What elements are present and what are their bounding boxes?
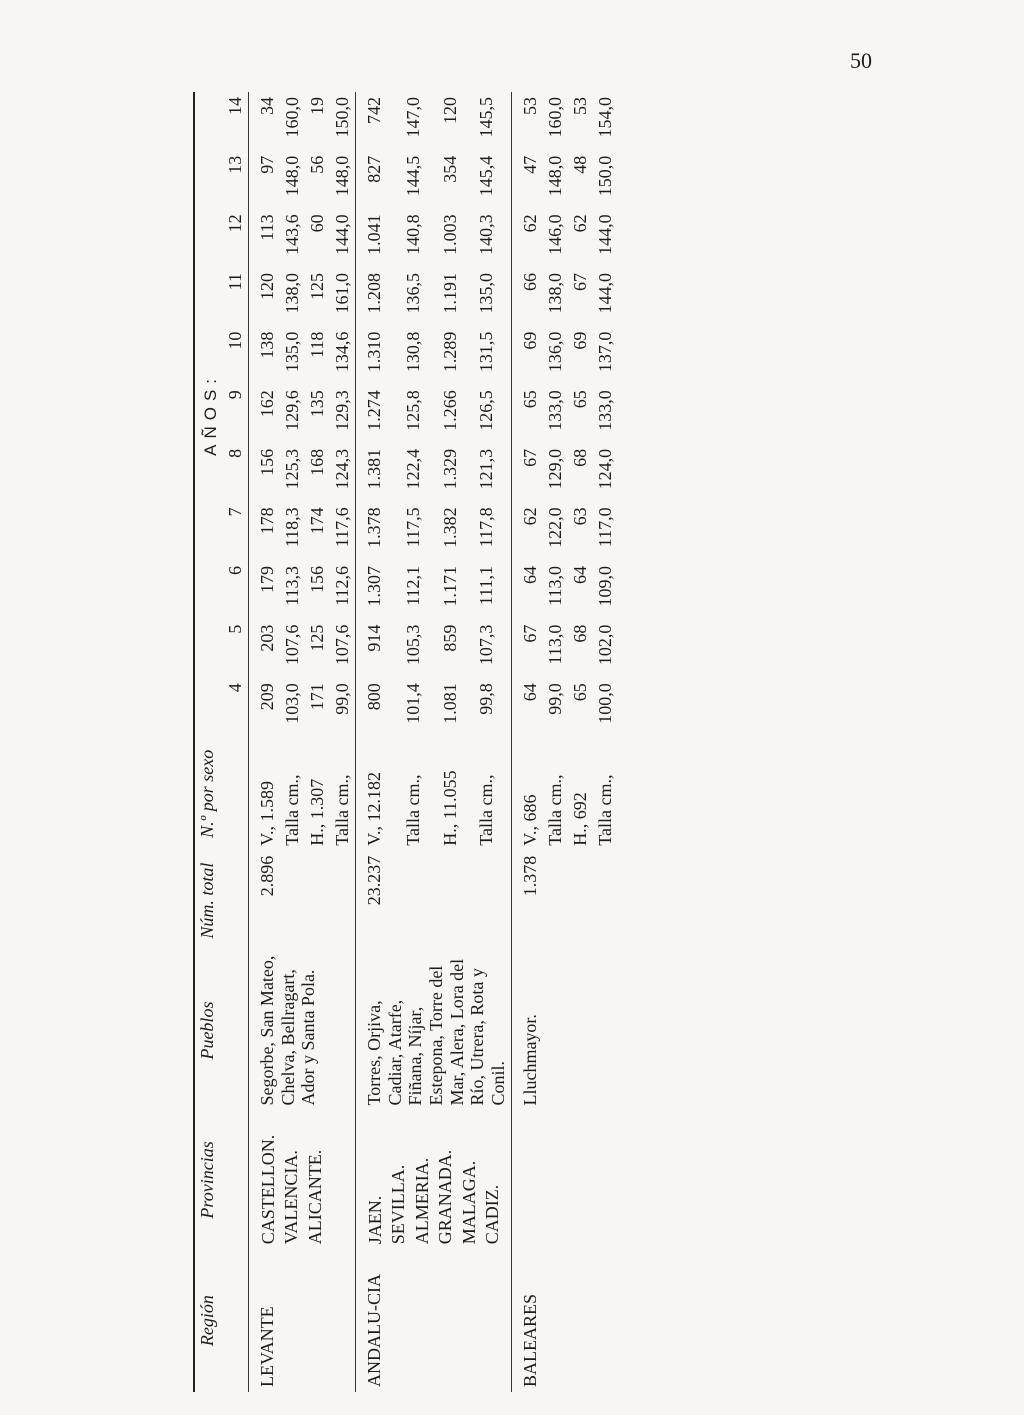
sex-label-cell: H., 11.055 (439, 770, 460, 846)
value-cell: 174 (307, 507, 327, 535)
value-cell: 1.274 (356, 385, 402, 444)
value-cell: 113 (249, 209, 281, 268)
value-cell: 203 (249, 620, 281, 679)
value-cell: 827 (356, 151, 402, 210)
value-cell: 1.003 (439, 214, 460, 255)
value-cell: 137,0 (594, 331, 615, 373)
value-cell: 120 (439, 97, 460, 124)
value-cell: 1.307 (356, 561, 402, 620)
value-cell: 103,0 (282, 683, 302, 724)
num-total-cell: 2.896 (249, 851, 356, 951)
provincia-name: JAEN. (365, 1195, 385, 1245)
value-cell: 136,0 (544, 331, 565, 373)
value-cell: 117,0 (594, 507, 615, 548)
header-n-por-sexo: N.º por sexo (197, 749, 217, 838)
value-cell: 145,5 (476, 97, 497, 138)
value-cell: 138,0 (544, 272, 565, 314)
value-cell: 1.041 (356, 209, 402, 268)
value-cell: 125 (307, 624, 327, 652)
value-cell: 53 (511, 92, 543, 151)
value-cell: 126,5 (476, 390, 497, 431)
value-cell: 144,0 (332, 214, 352, 255)
value-cell: 742 (356, 92, 402, 151)
region-cell: LEVANTE (249, 1249, 356, 1392)
year-header: 10 (223, 327, 249, 386)
value-cell: 135,0 (282, 331, 302, 373)
value-cell: 124,0 (594, 448, 615, 490)
value-cell: 121,3 (476, 448, 497, 490)
value-cell: 64 (511, 561, 543, 620)
value-cell: 124,3 (332, 448, 352, 490)
value-cell: 69 (569, 331, 590, 350)
value-cell: 97 (249, 151, 281, 210)
value-cell: 154,0 (594, 97, 615, 138)
value-cell: 145,4 (476, 155, 497, 197)
value-cell: 800 (356, 678, 402, 737)
value-cell: 162 (249, 385, 281, 444)
num-total-cell: 1.378 (511, 851, 618, 951)
value-cell: 122,0 (544, 507, 565, 548)
value-cell: 148,0 (282, 155, 302, 197)
num-total-cell: 23.237 (356, 851, 512, 951)
value-cell: 1.191 (439, 272, 460, 314)
header-provincias: Provincias (197, 1141, 217, 1219)
value-cell: 62 (511, 502, 543, 561)
value-cell: 138 (249, 327, 281, 386)
value-cell: 62 (569, 214, 590, 233)
value-cell: 64 (569, 566, 590, 585)
value-cell: 107,3 (476, 624, 497, 666)
value-cell: 168 (307, 448, 327, 476)
year-header: 8 (223, 444, 249, 503)
value-cell: 67 (569, 272, 590, 291)
value-cell: 136,5 (403, 272, 424, 314)
value-cell: 117,8 (476, 507, 497, 548)
value-cell: 1.378 (356, 502, 402, 561)
pueblos-cell: Segorbe, San Mateo, Chelva, Bellragart, Ador y Santa Pola. (249, 951, 356, 1111)
value-cell: 1.081 (439, 683, 460, 724)
year-header: 11 (223, 268, 249, 327)
pueblos-cell: Torres, Orjiva, Cadiar, Atarfe, Fiñana, Níjar, Estepona, Torre del Mar, Alera, Lora del Río, Utrera, Rota y Conil. (356, 951, 512, 1111)
value-cell: 1.329 (439, 448, 460, 490)
year-header: 4 (223, 678, 249, 737)
value-cell: 19 (307, 97, 327, 115)
value-cell: 48 (569, 155, 590, 174)
value-cell: 112,6 (332, 566, 352, 606)
value-cell: 1.381 (356, 444, 402, 503)
value-cell: 859 (439, 624, 460, 652)
value-cell: 129,0 (544, 448, 565, 490)
value-cell: 171 (307, 683, 327, 711)
year-header: 12 (223, 209, 249, 268)
provincias-cell (511, 1111, 618, 1250)
value-cell: 69 (511, 327, 543, 386)
value-cell: 125 (307, 272, 327, 300)
value-cell: 100,0 (594, 683, 615, 724)
value-cell: 131,5 (476, 331, 497, 373)
value-cell: 125,3 (282, 448, 302, 490)
value-cell: 62 (511, 209, 543, 268)
sex-label-cell: V., 1.589 (249, 737, 281, 851)
year-header: 5 (223, 620, 249, 679)
value-cell: 34 (249, 92, 281, 151)
value-cell: 148,0 (544, 155, 565, 197)
header-num-total: Núm. total (197, 862, 217, 939)
year-header: 13 (223, 151, 249, 210)
table-row (511, 92, 543, 1392)
year-header: 7 (223, 502, 249, 561)
value-cell: 140,3 (476, 214, 497, 255)
provincia-name: ALMERIA. (411, 1157, 432, 1245)
region-cell: BALEARES (511, 1249, 618, 1392)
sex-label-cell: Talla cm., (594, 774, 615, 846)
provincia-name: SEVILLA. (388, 1164, 409, 1245)
sex-label-cell: H., 692 (569, 792, 590, 846)
value-cell: 150,0 (594, 155, 615, 197)
value-cell: 129,6 (282, 390, 302, 431)
sex-label-cell: Talla cm., (332, 774, 352, 846)
value-cell: 60 (307, 214, 327, 233)
value-cell: 113,0 (544, 566, 565, 606)
provincia-name: CADIZ. (481, 1184, 502, 1245)
value-cell: 129,3 (332, 390, 352, 431)
value-cell: 111,1 (476, 566, 497, 606)
sex-label-cell: V., 12.182 (356, 737, 402, 851)
value-cell: 209 (249, 678, 281, 737)
value-cell: 179 (249, 561, 281, 620)
value-cell: 150,0 (332, 97, 352, 138)
value-cell: 113,0 (544, 624, 565, 665)
value-cell: 53 (569, 97, 590, 115)
page-number: 50 (850, 48, 872, 73)
value-cell: 66 (511, 268, 543, 327)
value-cell: 178 (249, 502, 281, 561)
value-cell: 117,5 (403, 507, 424, 548)
provincias-cell (356, 1111, 512, 1250)
value-cell: 105,3 (403, 624, 424, 666)
value-cell: 160,0 (282, 97, 302, 138)
value-cell: 144,0 (594, 272, 615, 314)
value-cell: 135,0 (476, 272, 497, 314)
rotated-table-container (193, 92, 873, 1392)
value-cell: 118 (307, 331, 327, 358)
provincia-name: ALICANTE. (304, 1149, 325, 1245)
table-row (356, 92, 402, 1392)
value-cell: 146,0 (544, 214, 565, 255)
value-cell: 113,3 (282, 566, 302, 606)
value-cell: 122,4 (403, 448, 424, 490)
value-cell: 1.266 (439, 390, 460, 431)
value-cell: 161,0 (332, 272, 352, 314)
year-header: 9 (223, 385, 249, 444)
value-cell: 118,3 (282, 507, 302, 548)
value-cell: 107,6 (282, 624, 302, 666)
value-cell: 135 (307, 390, 327, 418)
value-cell: 1.289 (439, 331, 460, 373)
value-cell: 67 (511, 444, 543, 503)
year-header: 14 (223, 92, 249, 151)
value-cell: 354 (439, 155, 460, 183)
value-cell: 130,8 (403, 331, 424, 373)
value-cell: 112,1 (403, 566, 424, 606)
value-cell: 160,0 (544, 97, 565, 138)
provincia-name: VALENCIA. (281, 1150, 302, 1245)
value-cell: 65 (569, 683, 590, 702)
value-cell: 133,0 (594, 390, 615, 431)
height-table (193, 92, 618, 1392)
value-cell: 65 (569, 390, 590, 409)
value-cell: 148,0 (332, 155, 352, 197)
value-cell: 102,0 (594, 624, 615, 666)
value-cell: 68 (569, 448, 590, 467)
pueblos-cell: Lluchmayor. (511, 951, 618, 1111)
header-region: Región (197, 1295, 217, 1347)
table-row (249, 92, 281, 1392)
provincia-name: GRANADA. (435, 1149, 456, 1245)
value-cell: 140,8 (403, 214, 424, 255)
value-cell: 134,6 (332, 331, 352, 373)
value-cell: 56 (307, 155, 327, 174)
sex-label-cell: Talla cm., (544, 774, 565, 846)
provincia-name: MALAGA. (458, 1160, 479, 1245)
value-cell: 67 (511, 620, 543, 679)
year-header: 6 (223, 561, 249, 620)
provincias-cell (249, 1111, 356, 1250)
sex-label-cell: H., 1.307 (307, 778, 327, 846)
value-cell: 144,5 (403, 155, 424, 197)
sex-label-cell: Talla cm., (282, 774, 302, 846)
value-cell: 147,0 (403, 97, 424, 138)
value-cell: 138,0 (282, 272, 302, 314)
value-cell: 109,0 (594, 566, 615, 607)
value-cell: 143,6 (282, 214, 302, 255)
value-cell: 156 (307, 566, 327, 594)
header-pueblos: Pueblos (197, 1001, 217, 1060)
value-cell: 914 (356, 620, 402, 679)
value-cell: 99,8 (476, 683, 497, 715)
value-cell: 120 (249, 268, 281, 327)
value-cell: 1.208 (356, 268, 402, 327)
provincia-name: CASTELLON. (258, 1134, 278, 1245)
sex-label-cell: Talla cm., (403, 774, 424, 846)
value-cell: 99,0 (332, 683, 352, 715)
value-cell: 125,8 (403, 390, 424, 431)
value-cell: 99,0 (544, 683, 565, 715)
value-cell: 107,6 (332, 624, 352, 666)
value-cell: 1.382 (439, 507, 460, 548)
value-cell: 65 (511, 385, 543, 444)
sex-label-cell: Talla cm., (476, 774, 497, 846)
header-anos: AÑOS: (201, 372, 220, 456)
value-cell: 144,0 (594, 214, 615, 255)
value-cell: 68 (569, 624, 590, 643)
value-cell: 156 (249, 444, 281, 503)
table-body (249, 92, 618, 1392)
value-cell: 117,6 (332, 507, 352, 548)
region-cell: ANDALU-CIA (356, 1249, 512, 1392)
value-cell: 1.310 (356, 327, 402, 386)
value-cell: 1.171 (439, 566, 460, 607)
value-cell: 64 (511, 678, 543, 737)
value-cell: 101,4 (403, 683, 424, 724)
value-cell: 63 (569, 507, 590, 526)
value-cell: 47 (511, 151, 543, 210)
sex-label-cell: V., 686 (511, 737, 543, 851)
value-cell: 133,0 (544, 390, 565, 431)
